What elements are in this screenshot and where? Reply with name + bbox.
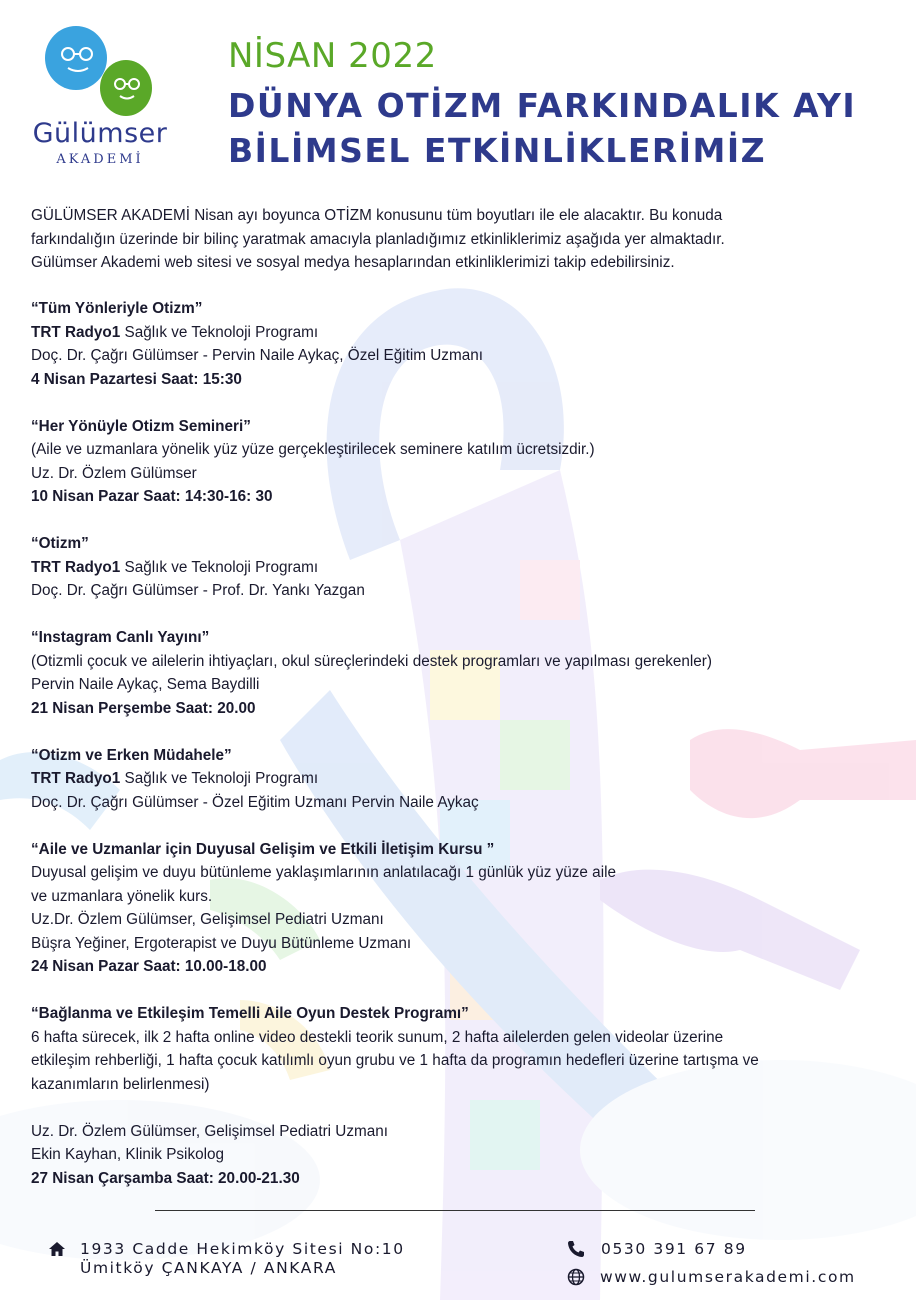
event-item (31, 1002, 891, 1190)
phone-icon (567, 1240, 585, 1258)
home-icon (48, 1241, 66, 1257)
event-date: 10 Nisan Pazar Saat: 14:30-16: 30 (31, 488, 273, 505)
event-title: “Aile ve Uzmanlar için Duyusal Gelişim ve Etkili İletişim Kursu ” (31, 840, 495, 858)
event-title: “Otizm ve Erken Müdahele” (31, 746, 232, 764)
event-description: ve uzmanlara yönelik kurs. (31, 887, 213, 905)
event-speakers: Büşra Yeğiner, Ergoterapist ve Duyu Bütünleme Uzmanı (31, 934, 412, 952)
event-item (31, 297, 891, 391)
program-name: TRT Radyo1 (31, 323, 121, 341)
program-name: TRT Radyo1 (31, 558, 121, 576)
header-month: NİSAN 2022 (228, 36, 437, 76)
program-detail: Sağlık ve Teknoloji Programı (120, 770, 319, 787)
event-speakers: Doç. Dr. Çağrı Gülümser - Prof. Dr. Yankı Yazgan (31, 582, 365, 599)
event-description: Duyusal gelişim ve duyu bütünleme yaklaşımlarının anlatılacağı 1 günlük yüz yüze aile (31, 864, 616, 881)
phone-link[interactable]: 0530 391 67 89 (601, 1240, 747, 1258)
program-detail: Sağlık ve Teknoloji Programı (120, 558, 319, 576)
event-speakers: Uz. Dr. Özlem Gülümser, Gelişimsel Pediatri Uzmanı (31, 1122, 389, 1140)
intro-line: Gülümser Akademi web sitesi ve sosyal medya hesaplarından etkinliklerimizi takip edebilirsiniz. (31, 254, 675, 271)
logo-green-blob (100, 60, 152, 116)
event-speakers: Doç. Dr. Çağrı Gülümser - Özel Eğitim Uzmanı Pervin Naile Aykaç (31, 793, 479, 811)
website-link[interactable]: www.gulumserakademi.com (600, 1268, 856, 1286)
event-program (31, 321, 891, 345)
logo-subtitle: AKADEMİ (56, 152, 144, 167)
logo-blue-blob (45, 26, 107, 90)
event-title: “Bağlanma ve Etkileşim Temelli Aile Oyun Destek Programı” (31, 1005, 469, 1022)
header-title-line1: DÜNYA OTİZM FARKINDALIK AYI (228, 86, 857, 125)
event-item (31, 838, 891, 979)
event-description: 6 hafta sürecek, ilk 2 hafta online video destekli teorik sunum, 2 hafta ailelerden gelen videolar üzerine (31, 1028, 724, 1046)
event-description: etkileşim rehberliği, 1 hafta çocuk katılımlı oyun grubu ve 1 hafta da programın hedefleri üzerine tartışma ve (31, 1052, 759, 1069)
event-description: (Aile ve uzmanlara yönelik yüz yüze gerçekleştirilecek seminere katılım ücretsizdir.) (31, 441, 595, 458)
globe-icon (567, 1268, 585, 1286)
logo-wordmark: Gülümser (32, 118, 168, 149)
program-name: TRT Radyo1 (31, 770, 121, 787)
event-program (31, 556, 891, 580)
event-speakers: Doç. Dr. Çağrı Gülümser - Pervin Naile Aykaç, Özel Eğitim Uzmanı (31, 347, 483, 364)
event-program (31, 767, 891, 791)
footer-divider (155, 1210, 755, 1211)
event-title: “Instagram Canlı Yayını” (31, 629, 210, 646)
event-item (31, 415, 891, 509)
event-title: “Her Yönüyle Otizm Semineri” (31, 417, 251, 435)
event-date: 24 Nisan Pazar Saat: 10.00-18.00 (31, 958, 267, 975)
event-item (31, 744, 891, 815)
event-speakers: Pervin Naile Aykaç, Sema Baydilli (31, 676, 260, 693)
event-title: “Tüm Yönleriyle Otizm” (31, 300, 203, 317)
header-title-line2: BİLİMSEL ETKİNLİKLERİMİZ (228, 131, 767, 170)
event-date: 27 Nisan Çarşamba Saat: 20.00-21.30 (31, 1169, 300, 1187)
intro-paragraph (31, 204, 881, 275)
event-list (31, 297, 891, 1190)
program-detail: Sağlık ve Teknoloji Programı (120, 323, 319, 341)
event-item (31, 532, 891, 603)
event-title: “Otizm” (31, 535, 89, 552)
intro-line: farkındalığın üzerinde bir bilinç yaratmak amacıyla planladığımız etkinliklerimiz aşağıda yer almaktadır. (31, 230, 725, 248)
address-line1: 1933 Cadde Hekimköy Sitesi No:10 (80, 1240, 405, 1258)
event-description: kazanımların belirlenmesi) (31, 1075, 210, 1093)
event-item (31, 626, 891, 720)
event-speakers: Ekin Kayhan, Klinik Psikolog (31, 1146, 225, 1163)
gulumser-logo (28, 14, 173, 174)
event-date: 21 Nisan Perşembe Saat: 20.00 (31, 699, 256, 717)
intro-line: GÜLÜMSER AKADEMİ Nisan ayı boyunca OTİZM konusunu tüm boyutları ile ele alacaktır. Bu konuda (31, 207, 723, 224)
event-date: 4 Nisan Pazartesi Saat: 15:30 (31, 370, 242, 388)
address-line2: Ümitköy ÇANKAYA / ANKARA (80, 1259, 337, 1277)
event-speakers: Uz.Dr. Özlem Gülümser, Gelişimsel Pediatri Uzmanı (31, 911, 384, 928)
event-description: (Otizmli çocuk ve ailelerin ihtiyaçları, okul süreçlerindeki destek programları ve yapılması gerekenler) (31, 652, 712, 670)
event-speakers: Uz. Dr. Özlem Gülümser (31, 464, 197, 482)
